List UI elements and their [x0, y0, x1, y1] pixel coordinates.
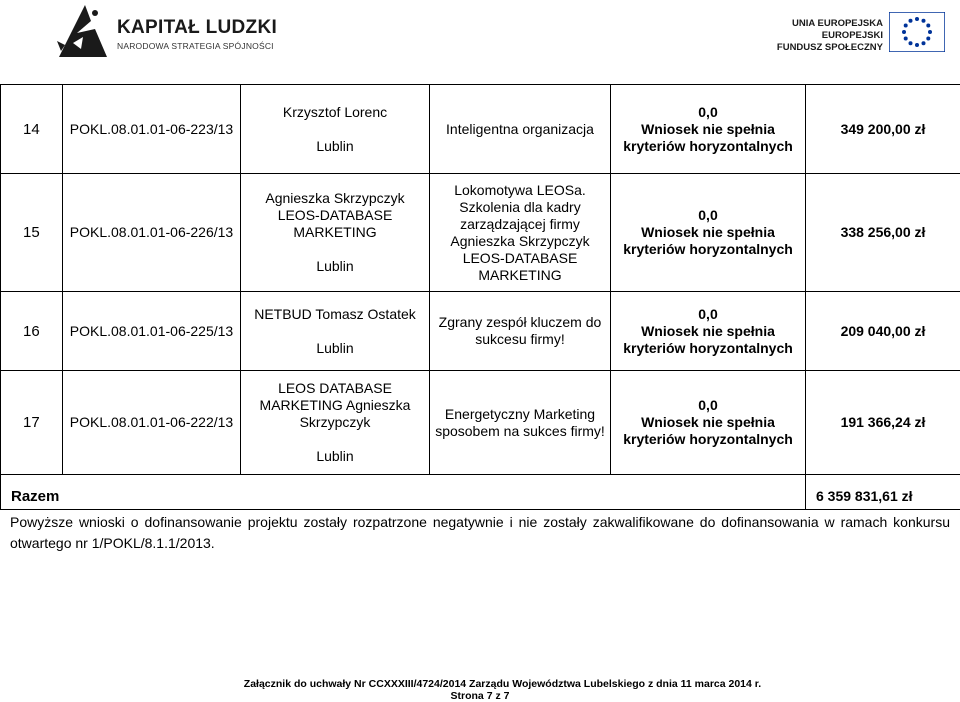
table-row	[1, 371, 960, 475]
footer-resolution: Załącznik do uchwały Nr CCXXXIII/4724/2014 Zarządu Województwa Lubelskiego z dnia 11 marca 2014 r.	[0, 678, 960, 690]
page-prefix: Strona	[451, 690, 484, 702]
applicant-cell-line: MARKETING Agnieszka	[245, 397, 425, 414]
applicant-cell-line: LEOS-DATABASE	[245, 207, 425, 224]
applicant-cell-line: Lublin	[245, 448, 425, 465]
ue-line2: EUROPEJSKI	[773, 30, 883, 42]
applicant-cell-line: Lublin	[245, 138, 425, 155]
application-code: POKL.08.01.01-06-223/13	[63, 85, 241, 174]
evaluation-cell-line: kryteriów horyzontalnych	[615, 241, 801, 258]
applicant-cell-line: Lublin	[245, 258, 425, 275]
project-title-cell	[430, 85, 611, 174]
evaluation-cell-line: 0,0	[615, 306, 801, 323]
total-amount: 6 359 831,61 zł	[806, 475, 960, 510]
project-title-cell	[430, 371, 611, 475]
ue-line1: UNIA EUROPEJSKA	[773, 18, 883, 30]
page-current: 7	[487, 690, 493, 702]
applicant-cell-line: NETBUD Tomasz Ostatek	[245, 306, 425, 323]
project-title-cell-line: zarządzającej firmy	[434, 216, 606, 233]
kapital-ludzki-subtitle: NARODOWA STRATEGIA SPÓJNOŚCI	[117, 41, 274, 51]
project-title-cell-line: Agnieszka Skrzypczyk	[434, 233, 606, 250]
applicant-cell-line: Krzysztof Lorenc	[245, 104, 425, 121]
applicant-cell-line: Agnieszka Skrzypczyk	[245, 190, 425, 207]
evaluation-cell	[611, 174, 806, 292]
amount-cell: 191 366,24 zł	[806, 371, 960, 475]
page-of: z	[495, 690, 500, 702]
amount-cell: 349 200,00 zł	[806, 85, 960, 174]
application-code: POKL.08.01.01-06-226/13	[63, 174, 241, 292]
project-title-cell	[430, 174, 611, 292]
row-number: 16	[1, 292, 63, 371]
project-title-cell-line: LEOS-DATABASE	[434, 250, 606, 267]
project-title-cell-line: Szkolenia dla kadry	[434, 199, 606, 216]
row-number: 15	[1, 174, 63, 292]
project-title-cell-line: Energetyczny Marketing	[434, 406, 606, 423]
applicant-cell	[241, 85, 430, 174]
applicant-cell-line	[245, 121, 425, 138]
total-label: Razem	[1, 475, 806, 510]
ue-efs-text	[773, 18, 883, 54]
application-code: POKL.08.01.01-06-222/13	[63, 371, 241, 475]
evaluation-cell-line: Wniosek nie spełnia	[615, 323, 801, 340]
project-title-cell-line: MARKETING	[434, 267, 606, 284]
application-code: POKL.08.01.01-06-225/13	[63, 292, 241, 371]
applicant-cell-line: MARKETING	[245, 224, 425, 241]
evaluation-cell	[611, 292, 806, 371]
evaluation-cell-line: Wniosek nie spełnia	[615, 224, 801, 241]
table-row	[1, 174, 960, 292]
applicant-cell-line	[245, 323, 425, 340]
evaluation-cell-line: kryteriów horyzontalnych	[615, 340, 801, 357]
evaluation-cell-line: 0,0	[615, 207, 801, 224]
applicant-cell-line: Skrzypczyk	[245, 414, 425, 431]
row-number: 14	[1, 85, 63, 174]
grants-table	[0, 84, 960, 510]
evaluation-cell-line: 0,0	[615, 397, 801, 414]
table-row	[1, 85, 960, 174]
applicant-cell-line	[245, 431, 425, 448]
evaluation-cell	[611, 85, 806, 174]
applicant-cell-line	[245, 241, 425, 258]
total-row	[1, 475, 960, 510]
evaluation-cell-line: Wniosek nie spełnia	[615, 121, 801, 138]
row-number: 17	[1, 371, 63, 475]
project-title-cell-line: Lokomotywa LEOSa.	[434, 182, 606, 199]
page-footer	[0, 678, 960, 702]
evaluation-cell-line: kryteriów horyzontalnych	[615, 138, 801, 155]
summary-paragraph: Powyższe wnioski o dofinansowanie projektu zostały rozpatrzone negatywnie i nie zostały zakwalifikowane do dofinansowania w ramach konkursu otwartego nr 1/POKL/8.1.1/2013.	[10, 512, 950, 554]
evaluation-cell-line: 0,0	[615, 104, 801, 121]
project-title-cell	[430, 292, 611, 371]
ue-efs-logo	[765, 12, 945, 57]
ue-line3: FUNDUSZ SPOŁECZNY	[773, 42, 883, 54]
table-row	[1, 292, 960, 371]
kapital-ludzki-emblem-icon	[55, 3, 113, 61]
project-title-cell-line: Zgrany zespół kluczem do	[434, 314, 606, 331]
footer-page-number	[0, 690, 960, 702]
project-title-cell-line: Inteligentna organizacja	[434, 121, 606, 138]
eu-flag-icon	[889, 12, 945, 52]
applicant-cell-line: Lublin	[245, 340, 425, 357]
page-total: 7	[504, 690, 510, 702]
applicant-cell	[241, 371, 430, 475]
amount-cell: 209 040,00 zł	[806, 292, 960, 371]
amount-cell: 338 256,00 zł	[806, 174, 960, 292]
kapital-ludzki-logo	[55, 3, 255, 63]
project-title-cell-line: sposobem na sukces firmy!	[434, 423, 606, 440]
evaluation-cell-line: Wniosek nie spełnia	[615, 414, 801, 431]
project-title-cell-line: sukcesu firmy!	[434, 331, 606, 348]
applicant-cell	[241, 292, 430, 371]
kapital-ludzki-title: KAPITAŁ LUDZKI	[117, 17, 277, 39]
evaluation-cell	[611, 371, 806, 475]
applicant-cell	[241, 174, 430, 292]
evaluation-cell-line: kryteriów horyzontalnych	[615, 431, 801, 448]
applicant-cell-line: LEOS DATABASE	[245, 380, 425, 397]
